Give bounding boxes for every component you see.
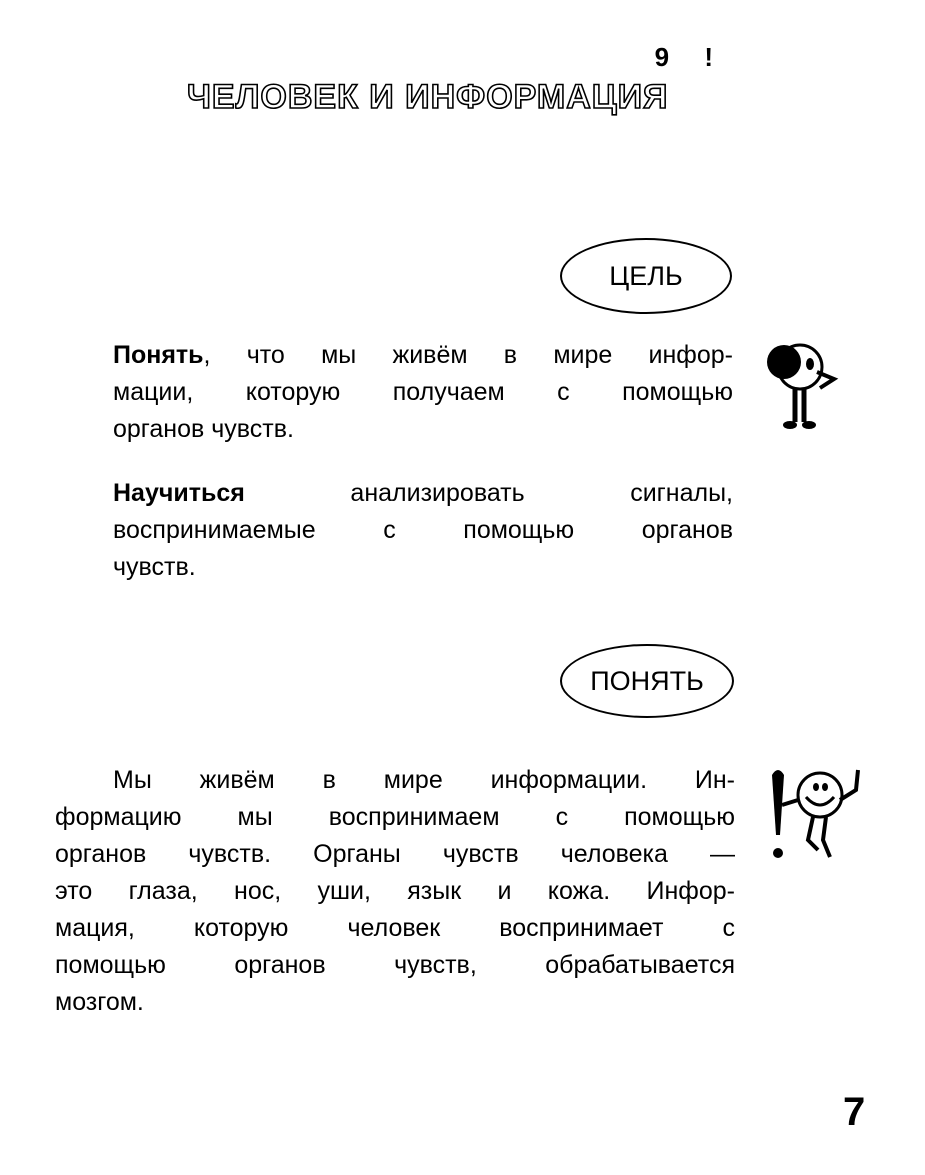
page-number: 7 — [843, 1090, 866, 1134]
goal-label — [560, 238, 732, 314]
goal-paragraph-2 — [113, 475, 733, 586]
understand-label — [560, 644, 734, 718]
text-line: органов чувств. Органы чувств человека — — [55, 840, 735, 868]
goal-keyword-learn: Научиться — [113, 479, 245, 507]
goal-paragraph-1 — [113, 337, 733, 448]
understand-label-text: ПОНЯТЬ — [590, 665, 704, 696]
exclamation-figure-icon — [768, 765, 868, 865]
understand-paragraph — [55, 762, 735, 1021]
thinking-figure-icon — [762, 332, 842, 432]
text-line: органов чувств. — [113, 415, 294, 443]
text-line: мация, которую человек воспринимает с — [55, 914, 735, 942]
section-mark: 9 ! — [654, 42, 727, 72]
text-line: это глаза, нос, уши, язык и кожа. Инфор- — [55, 877, 735, 905]
text-line: , что мы живём в мире инфор- — [203, 341, 733, 369]
text-line: воспринимаемые с помощью органов — [113, 516, 733, 544]
text-line: мации, которую получаем с помощью — [113, 378, 733, 406]
text-line: Мы живём в мире информации. Ин- — [113, 766, 735, 794]
chapter-title: ЧЕЛОВЕК И ИНФОРМАЦИЯ — [187, 78, 669, 116]
goal-keyword-understand: Понять — [113, 341, 204, 369]
text-line: анализировать сигналы, — [244, 479, 733, 507]
text-line: чувств. — [113, 553, 196, 581]
text-line: мозгом. — [55, 988, 144, 1016]
goal-label-text: ЦЕЛЬ — [609, 260, 683, 291]
text-line: помощью органов чувств, обрабатывается — [55, 951, 735, 979]
text-line: формацию мы воспринимаем с помощью — [55, 803, 735, 831]
